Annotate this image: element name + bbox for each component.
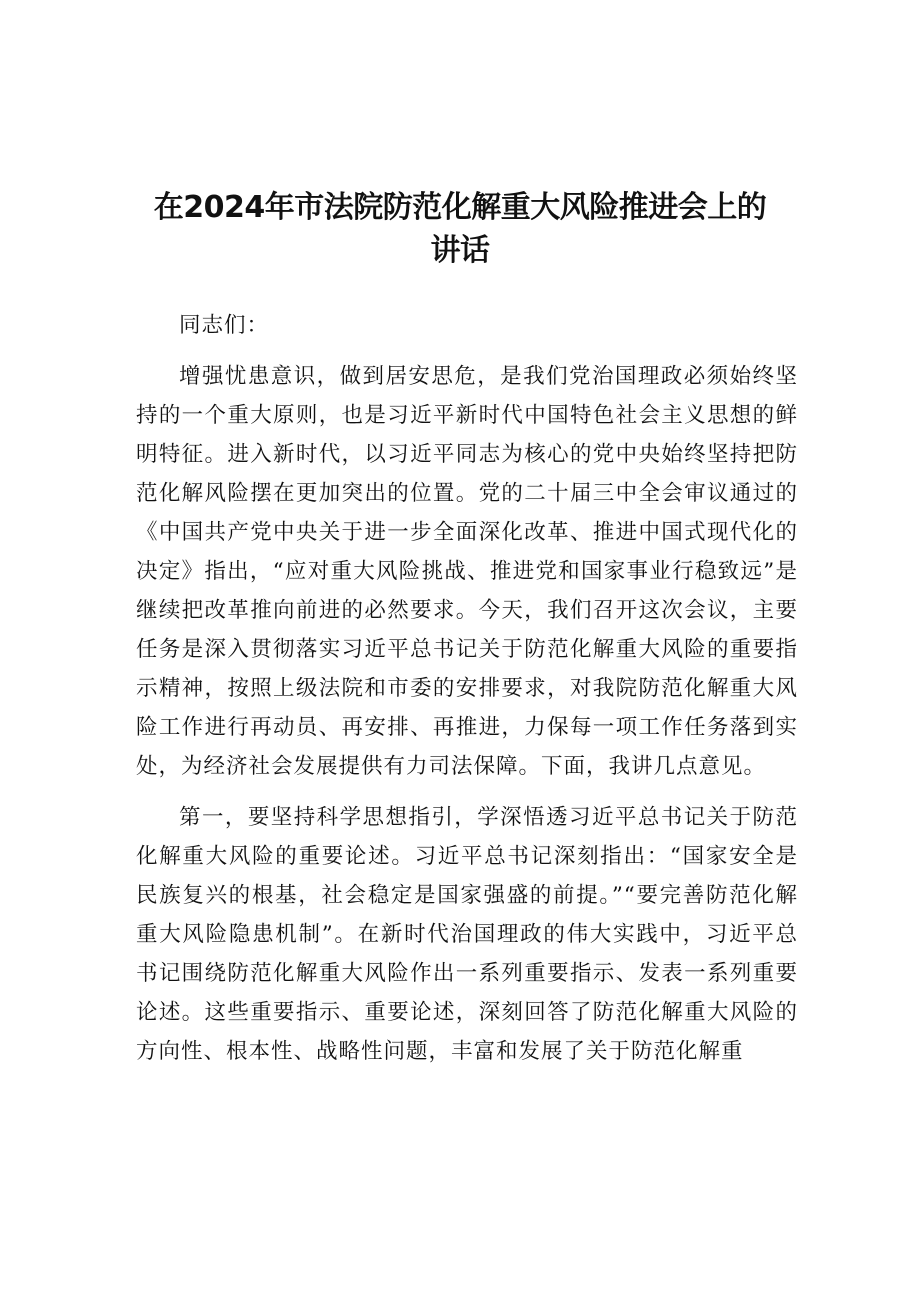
title-line-2: 讲话 <box>430 233 490 268</box>
salutation: 同志们： <box>179 313 270 338</box>
title-line-1: 在2024年市法院防范化解重大风险推进会上的 <box>153 190 767 225</box>
document-title <box>120 186 800 272</box>
paragraph-intro: 增强忧患意识，做到居安思危，是我们党治国理政必须始终坚持的一个重大原则，也是习近平新时代中国特色社会主义思想的鲜明特征。进入新时代，以习近平同志为核心的党中央始终坚持把防范化解风险摆在更加突出的位置。党的二十届三中全会审议通过的《中国共产党中央关于进一步全面深化改革、推进中国式现代化的决定》指出，“应对重大风险挑战、推进党和国家事业行稳致远”是继续把改革推向前进的必然要求。今天，我们召开这次会议，主要任务是深入贯彻落实习近平总书记关于防范化解重大风险的重要指示精神，按照上级法院和市委的安排要求，对我院防范化解重大风险工作进行再动员、再安排、再推进，力保每一项工作任务落到实处，为经济社会发展提供有力司法保障。下面，我讲几点意见。 <box>136 364 798 779</box>
document-body <box>136 306 798 1083</box>
paragraph-first-point: 第一，要坚持科学思想指引，学深悟透习近平总书记关于防范化解重大风险的重要论述。习近平总书记深刻指出：“国家安全是民族复兴的根基，社会稳定是国家强盛的前提。”“要完善防范化解重大风险隐患机制”。在新时代治国理政的伟大实践中，习近平总书记围绕防范化解重大风险作出一系列重要指示、发表一系列重要论述。这些重要指示、重要论述，深刻回答了防范化解重大风险的方向性、根本性、战略性问题，丰富和发展了关于防范化解重 <box>136 805 798 1064</box>
